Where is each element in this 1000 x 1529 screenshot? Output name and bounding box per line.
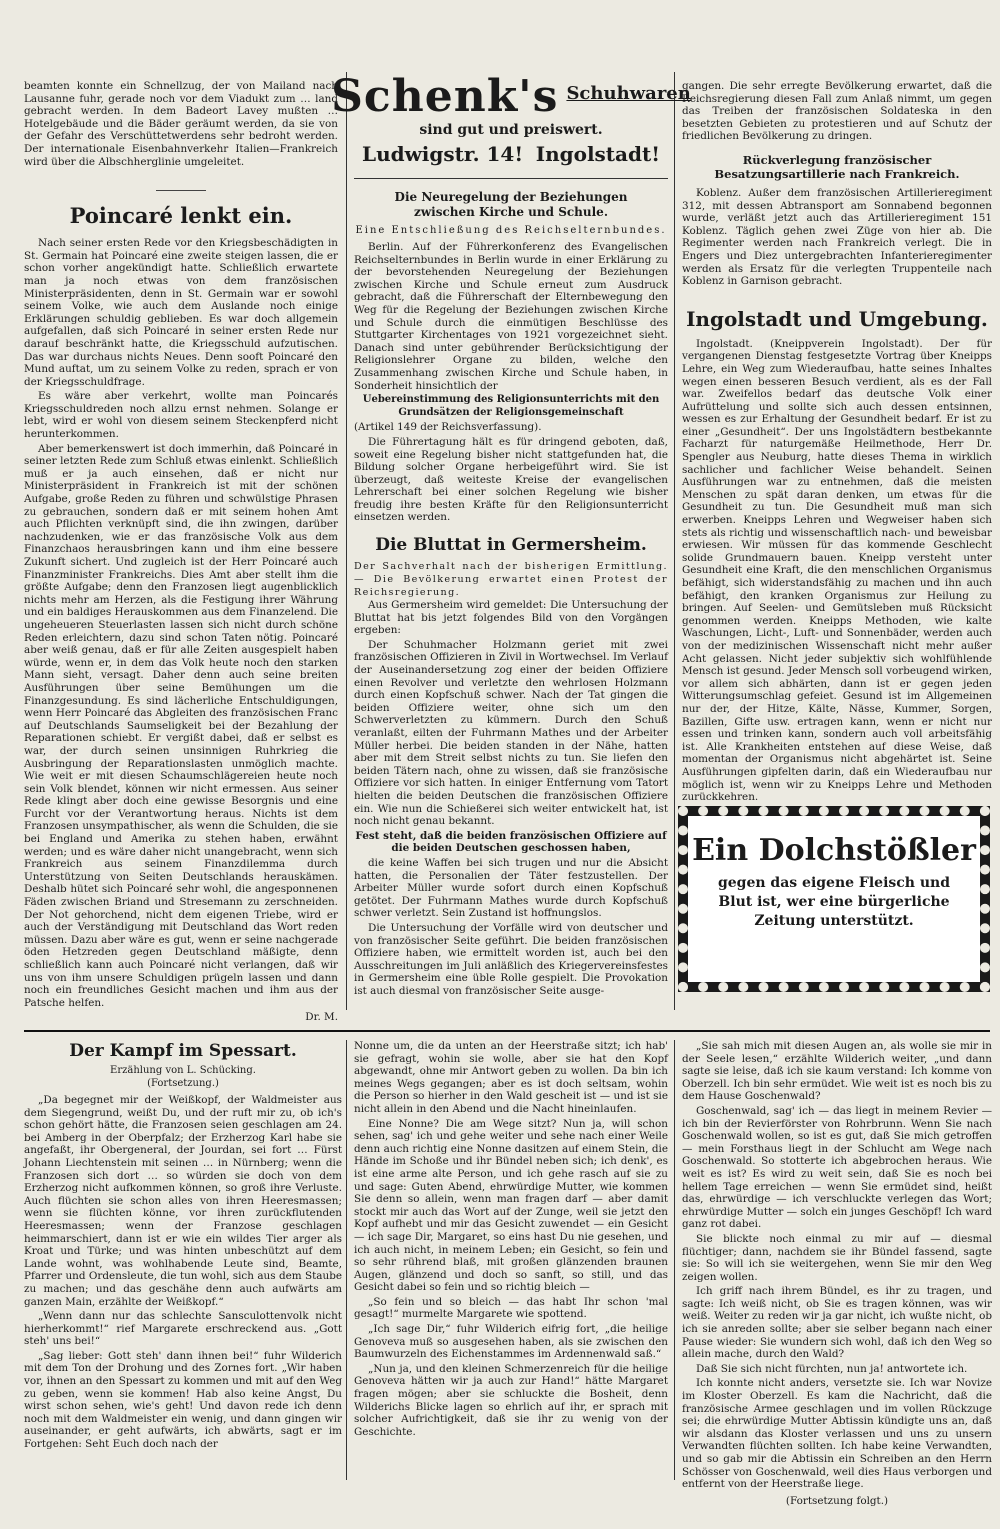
article-paragraph: Aber bemerkenswert ist doch immerhin, daß Poincaré in seiner letzten Rede zum Schluß etwas einlenkt. Schließlich muß er ja auch einsehen, daß er nicht nur Ministerpräsident in Frankreich ist mit der schönen Aufgabe, große Reden zu führen und schwülstige Phrasen zu gebrauchen, sondern daß er mit seinem hohen Amt auch Pflichten verknüpft sind, die ihn zwingen, darüber nachzudenken, wie er das französische Volk aus dem Finanzchaos herausbringen kann und ihm eine bessere Zukunft sichert. Und zugleich ist der Herr Poincaré auch Finanzminister Frankreichs. Dies Amt aber stellt ihm die größte Aufgabe; denn den Franzosen liegt augenblicklich nichts mehr am Herzen, als die Festigung ihrer Währung und ein baldiges Herauskommen aus dem Finanzelend. Die ungeheueren Steuerlasten lassen sich nicht durch schöne Reden erleichtern, dazu sind schon Taten nötig. Poincaré aber weiß genau, daß er für alle Zeiten ausgespielt haben würde, wenn er, in dem das Volk heute noch den starken Mann sieht, versagt. Daher denn auch seine breiten Ausführungen über seine Bemühungen um die Finanzgesundung. Es sind lächerliche Entschuldigungen, wenn Herr Poincaré das Abgleiten des französischen Franc auf Deutschlands Saumseligkeit bei der Bezahlung der Reparationen schiebt. Er vergißt dabei, daß er selbst es war, der durch seinen unsinnigen Ruhrkrieg die Ausbringung der Reparationslasten unmöglich machte. Wie weit er mit diesen Schaumschlägereien heute noch sein Volk blendet, können wir nicht ermessen. Aus seiner Rede klingt aber doch eine gewisse Besorgnis und eine Furcht vor der Verantwortung heraus. Nichts ist dem Franzosen unsympathischer, als wenn die Schulden, die sie bei England und Amerika zu stehen haben, erwähnt werden; und es wäre daher nicht unangebracht, wenn sich Frankreich aus seinem Finanzdilemma durch Unterstützung von Seiten Deutschlands herauskämen. Deshalb hütet sich Poincaré sehr wohl, die angesponnenen Fäden zwischen Briand und Stresemann zu zerschneiden. Der Not gehorchend, nicht dem eigenen Triebe, wird er auch der Verständigung mit Deutschland das Wort reden müssen. Dazu aber wäre es gut, wenn er seine nachgerade öden Hetzreden gegen Deutschland mäßigte, denn schließlich kann auch Poincaré nicht verlangen, daß wir uns von ihm unsere Schuldigen prügeln lassen und dann noch ein freundliches Gesicht machen und ihm aus der Patsche helfen. [24, 442, 338, 1009]
column-left [24, 80, 338, 1025]
story-paragraph: Daß Sie sich nicht fürchten, nun ja! antwortete ich. [696, 1362, 968, 1375]
story-paragraph: „Sie sah mich mit diesen Augen an, als wolle sie mir in der Seele lesen,“ erzählte Wilderich weiter, „und dann sagte sie leise, daß ich sie kaum verstand: Ich komme von Oberzell. Ich bin sehr ermüdet. Wie weit ist es noch bis zu dem Hause Goschenwald? [682, 1040, 992, 1103]
article-subheading: Der Sachverhalt nach der bisherigen Ermittlung. — Die Bevölkerung erwartet einen Protest der Reichsregierung. [354, 561, 668, 599]
serial-subtitle: Erzählung von L. Schücking. [110, 1065, 256, 1076]
column-divider [346, 1040, 347, 1480]
bold-note: Uebereinstimmung des Religionsunterrichts mit den Grundsätzen der Religionsgemeinschaft [362, 394, 660, 418]
serial-column-2 [354, 1040, 668, 1480]
story-paragraph: Goschenwald, sag' ich — das liegt in meinem Revier — ich bin der Revierförster von Rohrbrunn. Wenn Sie nach Goschenwald wollen, so ist es gut, daß Sie mich getroffen — mein Forsthaus liegt in der Schlucht am Wege nach Goschenwald. So stotterte ich abgebrochen heraus. Wie weit es ist? Es wird zu weit sein, daß Sie es noch bei hellem Tage erreichen — wenn Sie ermüdet sind, heißt das, ehrwürdige — ich verschluckte verlegen das Wort; ehrwürdige Mutter — solch ein junges Geschöpf! Ich ward ganz rot dabei. [682, 1104, 992, 1231]
article-paragraph: Aus Germersheim wird gemeldet: Die Untersuchung der Bluttat hat bis jetzt folgendes Bild von den Vorgängen ergeben: [354, 599, 668, 637]
ad-product: Schuhwaren [566, 83, 691, 104]
article-heading: Poincaré lenkt ein. [69, 203, 293, 229]
article-heading: Rückverlegung französischer Besatzungsartillerie nach Frankreich. [714, 152, 960, 181]
column-divider [674, 1040, 675, 1480]
story-paragraph: „Sag lieber: Gott steh' dann ihnen bei!“ fuhr Wilderich mit dem Ton der Drohung und des Zornes fort. „Wir haben vor, ihnen an den Spessart zu kommen und mit auf den Weg zu geben, wenn sie kommen! Hab also keine Angst, Du wirst schon sehen, wie's geht! Und davon rede ich denn noch mit dem Waldmeister ein wenig, und dann gingen wir auseinander, er geht aufwärts, ich abwärts, sagt er im Fortgehen: Seht Euch doch nach der [24, 1349, 342, 1451]
serial-title: Der Kampf im Spessart. [69, 1041, 297, 1061]
story-paragraph: Eine Nonne? Die am Wege sitzt? Nun ja, will schon sehen, sag' ich und gehe weiter und sehe nach einer Weile denn auch richtig eine Nonne dasitzen auf einem Stein, die Hände im Schoße und ihr Bündel neben sich; ich denk', es ist eine arme alte Person, und ich gehe rasch auf sie zu und sage: Guten Abend, ehrwürdige Mutter, wie kommen Sie denn so allein, wenn man fragen darf — aber damit stockt mir auch das Wort auf der Zunge, weil sie jetzt den Kopf aufhebt und mir das Gesicht zuwendet — ein Gesicht — ich sage Dir, Margaret, so eins hast Du nie gesehen, und ich auch nicht, in meinem Leben; ein Gesicht, so fein und so sehr rührend blaß, mit großen glänzenden braunen Augen, glänzend und doch so sanft, so still, und das Gesicht dabei so fein und so richtig bleich — [354, 1117, 668, 1294]
ad-text: gegen das eigene Fleisch und Blut ist, wer eine bürgerliche Zeitung unterstützt. [717, 875, 951, 929]
article-ref: (Artikel 149 der Reichsverfassung). [354, 421, 542, 434]
article-heading: Die Bluttat in Germersheim. [375, 535, 647, 556]
article-paragraph: Nach seiner ersten Rede vor den Kriegsbeschädigten in St. Germain hat Poincaré eine zweite steigen lassen, die er schon vorher angekündigt hatte. Schließlich erwartete man ja noch etwas von dem französischen Ministerpräsidenten, denn in St. Germain war er sowohl seinem Volke, wie auch dem Auslande noch einige Erklärungen schuldig geblieben. Es war doch allgemein aufgefallen, daß sich Poincaré in seiner ersten Rede nur darauf beschränkt hatte, die Kriegsschuld aufzutischen. Das war durchaus nichts Neues. Denn sooft Poincaré den Mund auftat, um zu seinem Volke zu reden, sprach er von der Kriegsschuldfrage. [24, 237, 338, 388]
column-divider [346, 72, 347, 1010]
article-paragraph: Die Führertagung hält es für dringend geboten, daß, soweit eine Regelung bisher nicht stattgefunden hat, die Bildung solcher Organe herbeigeführt wird. Sie ist überzeugt, daß weiteste Kreise der evangelischen Lehrerschaft bei einer solchen Regelung wie bisher freudig ihre besten Kräfte für den Religionsunterricht einsetzen werden. [354, 435, 668, 524]
article-paragraph: Es wäre aber verkehrt, wollte man Poincarés Kriegsschuldreden noch allzu ernst nehmen. Solange er lebt, wird er wohl von diesem seinem Steckenpferd nicht herunterkommen. [24, 390, 338, 441]
story-paragraph: „Nun ja, und den kleinen Schmerzenreich für die heilige Genoveva hätten wir ja auch zur Hand!“ hätte Margaret fragen mögen; aber sie schluckte die Bosheit, denn Wilderichs Blicke lagen so ehrlich auf ihr, er sprach mit solcher Aufrichtigkeit, daß sie ihr zu wenig von der Geschichte. [354, 1362, 668, 1438]
article-paragraph: Ingolstadt. (Kneippverein Ingolstadt). Der für vergangenen Dienstag festgesetzte Vortrag über Kneipps Lehre, ein Weg zum Wiederaufbau, hatte seines Inhaltes wegen einen besseren Besuch verdient, als es der Fall war. Zweifellos bedarf das deutsche Volk einer Aufrüttelung und sollte sich auch dessen entsinnen, wessen es zur Erhaltung der Gesundheit bedarf. Er ist zu einer „Gesundheit“. Der uns Ingolstädtern bestbekannte Facharzt für naturgemäße Heilmethode, Herr Dr. Spengler aus Neuburg, hatte dieses Thema in wirklich sachlicher und fachlicher Weise behandelt. Seinen Ausführungen war zu entnehmen, daß die meisten Menschen zu spät daran denken, um etwas für die Gesundheit zu tun. Die Gesundheit muß man sich erwerben. Kneipps Lehren und Wegweiser haben sich stets als richtig und wissenschaftlich nach- und beweisbar erwiesen. Wir müssen für das kommende Geschlecht solide Grundmauern bauen. Kneipp versteht unter Gesundheit eine Kraft, die den menschlichen Organismus befähigt, sich widerstandsfähig zu machen und ihn auch befähigt, den kranken Organismus zur Heilung zu bringen. Auf Seelen- und Gemütsleben muß Rücksicht genommen werden. Kneipps Methoden, wie kalte Waschungen, Licht-, Luft- und Sonnenbäder, werden auch von der medizinischen Wissenschaft nicht mehr außer Acht gelassen. Nicht jeder subjektiv sich wohlfühlende Mensch ist gesund. Jeder Mensch soll vorbeugend wirken, vor allem sich abhärten, dann ist er gegen jeden Witterungsumschlag gefeiet. Gesund ist im Allgemeinen nur der, der Hitze, Kälte, Nässe, Kummer, Sorgen, Bazillen, Gifte usw. ertragen kann, wenn er nicht nur essen und trinken kann, sondern auch voll arbeitsfähig ist. Alle Krankheiten entstehen auf diese Weise, daß momentan der Organismus nicht abgehärtet ist. Seine Ausführungen gipfelten darin, daß ein Wiederaufbau nur möglich ist, wenn wir zu Kneipps Lehre und Methoden zurückkehren. [682, 337, 992, 804]
ad-slogan: sind gut und preiswert. [419, 122, 603, 138]
article-paragraph: Der Schuhmacher Holzmann geriet mit zwei französischen Offizieren in Zivil in Wortwechsel. Im Verlauf der Auseinandersetzung zog einer der beiden Offiziere einen Revolver und verletzte den wehrlosen Holzmann durch einen Kopfschuß schwer. Nach der Tat gingen die beiden Offiziere weiter, ohne sich um den Schwerverletzten zu kümmern. Durch den Schuß veranlaßt, eilten der Fuhrmann Mathes und der Arbeiter Müller herbei. Die beiden standen in der Nähe, hatten aber mit dem Streit selbst nichts zu tun. Sie liefen den beiden Tätern nach, ohne zu wissen, daß sie französische Offiziere vor sich hatten. In einiger Entfernung vom Tatort hielten die beiden Deutschen die französischen Offiziere ein. Wie nun die Schießerei sich weiter entwickelt hat, ist noch nicht genau bekannt. [354, 638, 668, 828]
divider [156, 190, 206, 191]
serial-note: (Fortsetzung.) [147, 1078, 219, 1089]
ad-address: Ludwigstr. 14! [362, 142, 524, 166]
column-middle [354, 188, 668, 1016]
bold-note: Fest steht, daß die beiden französischen Offiziere auf die beiden Deutschen geschossen haben, [355, 829, 667, 855]
ad-headline: Ein Dolchstößler [692, 833, 976, 868]
story-paragraph: Ich konnte nicht anders, versetzte sie. Ich war Novize im Kloster Oberzell. Es kam die Nachricht, daß die französische Armee geschlagen und im vollen Rückzuge sei; die ehrwürdige Mutter Abtissin kündigte uns an, daß wir alsdann das Kloster verlassen und uns zu unsern Verwandten flüchten sollten. Ich habe keine Verwandten, und so gab mir die Abtissin ein Schreiben an den Herrn Schösser von Goschenwald, weil dies Haus verborgen und entfernt von der Heerstraße liege. [682, 1377, 992, 1491]
story-paragraph: „So fein und so bleich — das habt Ihr schon 'mal gesagt!“ murmelte Margarete wie spottend. [354, 1295, 668, 1321]
intro-text: beamten konnte ein Schnellzug, der von Mailand nach Lausanne fuhr, gerade noch vor dem Viadukt zum … land gebracht werden. In dem Badeort Lavey mußten … Hotelgebäude und die Bäder geräumt werden, da sie von der Gefahr des Verschüttetwerdens sehr bedroht werden. Der internationale Eisenbahnverkehr Italien—Frankreich wird über die Albschherglinie umgeleitet. [24, 80, 338, 168]
serial-column-1 [24, 1040, 342, 1480]
story-paragraph: Ich griff nach ihrem Bündel, es ihr zu tragen, und sagte: Ich weiß nicht, ob Sie es tragen können, was wir weiß. Weiter zu reden wir ja gar nicht, ich wußte nicht, ob ich sie anreden sollte; aber sie selber begann nach einer Pause wieder: Sie wundern sich wohl, daß ich den Weg so allein mache, durch den Wald? [682, 1285, 992, 1361]
article-subheading: Eine Entschließung des Reichselternbundes. [355, 225, 667, 236]
story-paragraph: „Ich sage Dir,“ fuhr Wilderich eifrig fort, „die heilige Genoveva muß so ausgesehen haben, als sie zwischen den Baumwurzeln des Eichenstammes im Ardennenwald saß.“ [354, 1323, 668, 1361]
divider [354, 178, 668, 179]
serial-column-3 [682, 1040, 992, 1507]
column-right [682, 80, 992, 804]
ad-brand: Schenk's [331, 71, 559, 122]
intro-text: gangen. Die sehr erregte Bevölkerung erwartet, daß die Reichsregierung diesen Fall zum Anlaß nimmt, um gegen das Treiben der französischen Soldateska in den besetzten Gebieten zu protestieren und auf Schutz der friedlichen Bevölkerung zu dringen. [682, 80, 992, 143]
story-paragraph: „Da begegnet mir der Weißkopf, der Waldmeister aus dem Siegengrund, weißt Du, und der ruft mir zu, ob ich's schon gehört hätte, die Franzosen seien geschlagen am 24. bei Amberg in der Oberpfalz; der Erzherzog Karl habe sie angefaßt, ihr Obergeneral, der Jourdan, sei fort … Fürst Johann Liechtenstein mit seinen … in Nürnberg; wenn die Franzosen sich dort … so würden sie doch von dem Erzherzog nicht aufkommen können, so groß ihre Verluste. Auch flüchten sie schon alles von ihren Heeresmassen; wenn sie flüchten könne, vor ihren zurückflutenden Heeresmassen; wenn der Franzose geschlagen heimmarschiert, dann ist er wie ein wildes Tier arger als Kroat und Türke; und was hinten unbeschützt auf dem Lande wohnt, was wohlhabende Leute sind, Beamte, Pfarrer und Ordensleute, die tun wohl, sich aus dem Staube zu machen; und das geschähe denn auch aufwärts am ganzen Main, erzählte der Weißkopf.“ [24, 1094, 342, 1308]
story-paragraph: „Wenn dann nur das schlechte Sansculottenvolk nicht hierherkommt!“ rief Margarete erschreckend aus. „Gott steh' uns bei!“ [24, 1310, 342, 1348]
schenk-advertisement [331, 71, 691, 170]
section-divider [24, 1030, 990, 1032]
continuation-note: (Fortsetzung folgt.) [785, 1494, 889, 1507]
article-paragraph: die keine Waffen bei sich trugen und nur die Absicht hatten, die Personalien der Täter festzustellen. Der Arbeiter Müller wurde sofort durch einen Kopfschuß getötet. Der Fuhrmann Mathes wurde durch Kopfschuß schwer verletzt. Sein Zustand ist hoffnungslos. [354, 856, 668, 920]
signature: Dr. M. [305, 1011, 338, 1024]
section-heading: Ingolstadt und Umgebung. [686, 306, 988, 331]
dolchstoessler-advertisement [678, 806, 990, 992]
story-paragraph: Nonne um, die da unten an der Heerstraße sitzt; ich hab' sie gefragt, wohin sie wolle, aber sie hat den Kopf abgewandt, ohne mir Antwort geben zu wollen. Da bin ich meines Wegs gegangen; aber es ist doch seltsam, wohin die Person so hierher in den Wald gescheit ist — und ist sie nicht allein in den Abend und die Nacht hineinlaufen. [354, 1040, 668, 1115]
news-paragraph: Koblenz. Außer dem französischen Artillerieregiment 312, mit dessen Abtransport am Sonnabend begonnen wurde, verläßt jetzt auch das Artillerieregiment 151 Koblenz. Täglich gehen zwei Züge von hier ab. Die Regimenter werden nach Frankreich verlegt. Die in Engers und Diez untergebrachten Infanterieregimenter werden als Ersatz für die verlegten Truppenteile nach Koblenz in Garnison gebracht. [682, 186, 992, 288]
article-paragraph: Die Untersuchung der Vorfälle wird von deutscher und von französischer Seite geführt. Die beiden französischen Offiziere haben, wie ermittelt worden ist, auch bei den Ausschreitungen im Juli anläßlich des Kriegervereinsfestes in Germersheim eine üble Rolle gespielt. Die Provokation ist auch diesmal von französischer Seite ausge- [354, 921, 668, 997]
article-heading: Die Neuregelung der Beziehungen zwischen Kirche und Schule. [394, 190, 628, 219]
column-divider [674, 72, 675, 1010]
ad-city: Ingolstadt! [535, 142, 660, 166]
story-paragraph: Sie blickte noch einmal zu mir auf — diesmal flüchtiger; dann, nachdem sie ihr Bündel fassend, sagte sie: So will ich sie weitergehen, wenn Sie mir den Weg zeigen wollen. [682, 1232, 992, 1283]
article-paragraph: Berlin. Auf der Führerkonferenz des Evangelischen Reichselternbundes in Berlin wurde in einer Erklärung zu der bevorstehenden Neuregelung der Beziehungen zwischen Kirche und Schule erneut zum Ausdruck gebracht, daß die Führerschaft der Elternbewegung den Weg für die Regelung der Beziehungen zwischen Kirche und Schule durch die einmütigen Beschlüsse des Stuttgarter Kirchentages von 1921 vorgezeichnet sieht. Danach sind unter gebührender Berücksichtigung der Religionslehrer Organe zu bilden, welche den Zusammenhang zwischen Kirche und Schule haben, in Sonderheit hinsichtlich der [354, 241, 668, 392]
